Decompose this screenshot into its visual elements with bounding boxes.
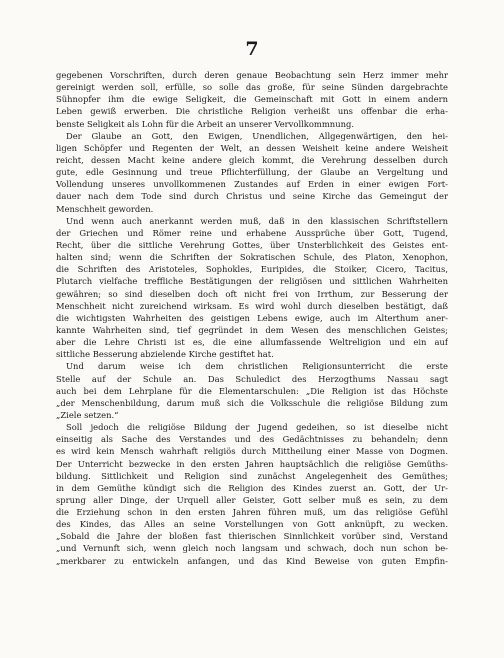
text-line: in dem Gemüthe kündigt sich die Religion des Kindes zuerst an. Gott, der Ur- [56, 482, 448, 493]
text-line: Der Unterricht bezwecke in den ersten Jahren hauptsächlich die religiöse Gemüths- [56, 458, 448, 469]
text-line: es wird kein Mensch wahrhaft religiös durch Mittheilung einer Masse von Dogmen. [56, 446, 448, 457]
text-line: die wichtigsten Wahrheiten des geistigen Lebens ewige, auch im Alterthum aner- [56, 312, 448, 323]
text-line: die Erziehung schon in den ersten Jahren führen muß, um das religiöse Gefühl [56, 507, 448, 518]
text-line: gereinigt werden soll, erfülle, so solle das große, für seine Sünden dargebrachte [56, 82, 448, 93]
text-line: auch bei dem Lehrplane für die Elementarschulen: „Die Religion ist das Höchste [56, 385, 448, 396]
text-line: Menschheit geworden. [56, 203, 154, 214]
text-line: sprung aller Dinge, der Urquell aller Geister, Gott selber muß es sein, zu dem [56, 494, 448, 505]
text-line: Und darum weise ich dem christlichen Religionsunterricht die erste [66, 361, 448, 372]
text-line: Der Glaube an Gott, den Ewigen, Unendlichen, Allgegenwärtigen, den hei- [66, 130, 448, 141]
text-line: gute, edle Gesinnung und treue Pflichterfüllung, der Glaube an Vergeltung und [56, 167, 448, 178]
text-line: „und Vernunft sich, wenn gleich noch langsam und schwach, doch nun schon be- [56, 543, 448, 554]
text-line: benste Seligkeit als Lohn für die Arbeit an unserer Vervollkommnung. [56, 118, 355, 129]
text-line: Sühnopfer ihm die ewige Seligkeit, die Gemeinschaft mit Gott in einem andern [56, 94, 448, 105]
text-line: Leben gewiß erwerben. Die christliche Religion verheißt uns offenbar die erha- [56, 106, 448, 117]
text-line: „der Menschenbildung, darum muß sich die Volksschule die religiöse Bildung zum [56, 397, 448, 408]
text-line: die Schriften des Aristoteles, Sophokles, Euripides, die Stoiker, Cicero, Tacitus, [56, 264, 448, 275]
text-line: der Griechen und Römer reine und erhabene Aussprüche über Gott, Tugend, [56, 227, 448, 238]
text-line: Stelle auf der Schule an. Das Schuledict des Herzogthums Nassau sagt [56, 373, 448, 384]
body-text [56, 69, 448, 567]
text-line: Und wenn auch anerkannt werden muß, daß in den klassischen Schriftstellern [66, 215, 448, 226]
text-line: reicht, dessen Macht keine andere gleich kommt, die Verehrung desselben durch [56, 154, 448, 165]
text-line: Soll jedoch die religiöse Bildung der Jugend gedeihen, so ist dieselbe nicht [66, 422, 448, 433]
text-line: dauer nach dem Tode sind durch Christus und seine Kirche das Gemeingut der [56, 191, 448, 202]
text-line: Vollendung unseres unvollkommenen Zustandes auf Erden in einer ewigen Fort- [56, 179, 448, 190]
text-line: ligen Schöpfer und Regenten der Welt, an dessen Weisheit keine andere Weisheit [56, 142, 448, 153]
text-line: halten sind; wenn die Schriften der Sokratischen Schule, des Platon, Xenophon, [56, 252, 448, 263]
text-line: Menschheit nicht zureichend wirksam. Es wird wohl durch dieselben bestätigt, daß [56, 300, 448, 311]
text-line: „merkbarer zu entwickeln anfangen, und das Kind Beweise von guten Empfin- [56, 555, 448, 566]
text-line: Plutarch vielfache treffliche Bestätigungen der religiösen und sittlichen Wahrheiten [56, 276, 448, 287]
text-line: „Ziele setzen.“ [56, 409, 119, 420]
text-line: bildung. Sittlichkeit und Religion sind zunächst Angelegenheit des Gemüthes; [56, 470, 448, 481]
text-line: einseitig als Sache des Verstandes und des Gedächtnisses zu behandeln; denn [56, 434, 448, 445]
text-line: sittliche Besserung abzielende Kirche gestiftet hat. [56, 349, 274, 360]
text-line: aber die Lehre Christi ist es, die eine allumfassende Weltreligion und ein auf [56, 337, 448, 348]
text-line: Recht, über die sittliche Verehrung Gottes, über Unsterblichkeit des Geistes ent- [56, 239, 448, 250]
page-number: 7 [245, 38, 259, 60]
text-line: „Sobald die Jahre der bloßen fast thierischen Sinnlichkeit vorüber sind, Verstand [56, 531, 448, 542]
text-line: gewähren; so sind dieselben doch oft nicht frei von Irrthum, zur Besserung der [56, 288, 448, 299]
text-line: des Kindes, das Alles an seine Vorstellungen von Gott anknüpft, zu wecken. [56, 519, 448, 530]
text-line: gegebenen Vorschriften, durch deren genaue Beobachtung sein Herz immer mehr [56, 70, 448, 80]
text-line: kannte Wahrheiten sind, tief gegründet in dem Wesen des menschlichen Geistes; [56, 324, 448, 335]
